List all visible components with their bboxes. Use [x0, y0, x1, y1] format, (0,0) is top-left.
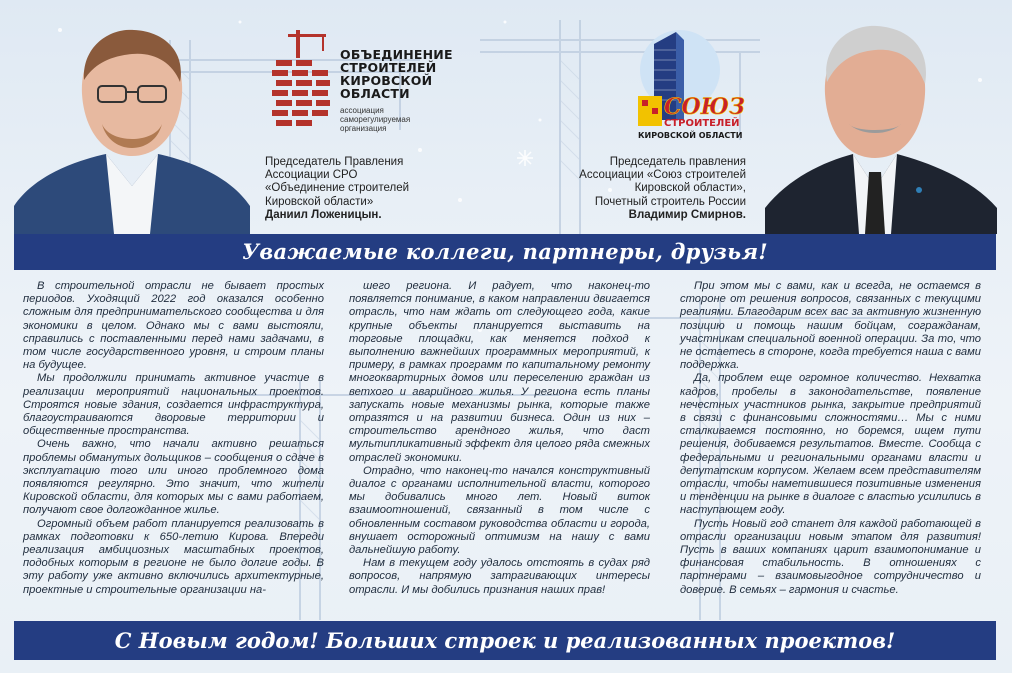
- logo-left-sub-line: ассоциация: [340, 106, 384, 115]
- paragraph: Да, проблем еще огромное количество. Нехватка кадров, пробелы в законодательстве, появление нечестных участников рынка, закрытие предприятий в связи с финансовыми сложностями… Мы с ними сталкиваемся постоянно, но боремся, ищем пути решения, добиваемся результатов. Вместе. Сообща с федеральными и региональными органами власти и депутатским корпусом. Желаем всем представителям отрасли, чтобы наметившиеся позитивные изменения и тенденции на рынке в диалоге с властью усилились в наступающем году.: [680, 372, 981, 517]
- caption-left-line: Председатель Правления: [265, 156, 404, 168]
- caption-left-name: Даниил Ложеницын.: [265, 208, 382, 221]
- logo-left-subtitle: [340, 106, 460, 133]
- text-column-3: [680, 280, 981, 597]
- paragraph: Огромный объем работ планируется реализовать в рамках подготовки к 650-летию Кирова. Впереди реализация амбициозных масштабных проектов, подобных которым в регионе не было долгие годы. В эту работу уже активно включились архитектурные, проектные и строительные организации на-: [23, 517, 324, 596]
- logo-obedinenie-stroiteley: [270, 28, 470, 138]
- logo-soyuz-stroiteley: [624, 30, 764, 145]
- caption-left-line: Ассоциации СРО: [265, 169, 358, 182]
- logo-left-sub-line: саморегулируемая: [340, 115, 411, 124]
- caption-right-line: Кировской области»,: [634, 182, 746, 195]
- logo-left-name: [340, 48, 453, 100]
- paragraph: Очень важно, что начали активно решаться проблемы обманутых дольщиков – сообщения о сдаче в эксплуатацию того или иного проблемного дома появляются регулярно. Это значит, что жители Кировской области, для которых мы с вами работаем, получают свое долгожданное жилье.: [23, 438, 324, 517]
- logo-left-name-line: КИРОВСКОЙ: [340, 73, 433, 88]
- portrait-vladimir-smirnov: [765, 12, 997, 234]
- caption-right: [500, 156, 746, 222]
- logo-right-subtitle: СТРОИТЕЛЕЙ: [664, 118, 740, 129]
- paragraph: Нам в текущем году удалось отстоять в судах ряд вопросов, напрямую затрагивающих интересы отрасли. И мы добились признания наших прав!: [349, 557, 650, 596]
- paragraph: Мы продолжили принимать активное участие в реализации мероприятий национальных проектов. Строятся новые здания, создается инфраструктура, благоустраиваются дворовые территории и общественные пространства.: [23, 372, 324, 438]
- brick-crane-icon: [270, 28, 334, 132]
- text-column-2: [349, 280, 650, 597]
- logo-left-name-line: ОБЪЕДИНЕНИЕ: [340, 47, 453, 62]
- paragraph: шего региона. И радует, что наконец-то появляется понимание, в каком направлении двигается отрасль, что нам ждать от следующего года, какие крупные объекты планируется выставить на торговые площадки, как меняется подход к выполнению важнейших программных мероприятий, к примеру, в рамках программ по капитальному ремонту многоквартирных домов или переселению граждан из ветхого и аварийного жилья. У региона есть планы запускать новые механизмы рынка, которые также отразятся и на развитии бизнеса. Один из них – строительство арендного жилья, что даст мультипликативный эффект для целого ряда смежных отраслей экономики.: [349, 280, 650, 464]
- paragraph: Отрадно, что наконец-то начался конструктивный диалог с органами исполнительной власти, которого мы добивались много лет. Новый виток взаимоотношений, связанный в том числе с обновленным составом руководства области и города, внушает осторожный оптимизм на нашу с вами дальнейшую работу.: [349, 464, 650, 557]
- logo-left-name-line: ОБЛАСТИ: [340, 86, 410, 101]
- caption-right-name: Владимир Смирнов.: [628, 208, 746, 221]
- paragraph: Пусть Новый год станет для каждой работающей в отрасли организации новым этапом для развития! Пусть в ваших компаниях царит взаимопонимание и финансовая стабильность. В отношениях с партнерами – взаимовыгодное сотрудничество и доверие. В семьях – гармония и счастье.: [680, 517, 981, 596]
- caption-left-line: «Объединение строителей: [265, 182, 410, 195]
- caption-right-line: Председатель правления: [609, 156, 746, 168]
- portrait-daniil-lozhenitsyn: [14, 16, 250, 234]
- caption-left-line: Кировской области»: [265, 195, 374, 208]
- caption-right-line: Почетный строитель России: [594, 195, 746, 208]
- heading-banner: Уважаемые коллеги, партнеры, друзья!: [14, 234, 996, 270]
- paragraph: В строительной отрасли не бывает простых периодов. Уходящий 2022 год оказался особенно сложным для предпринимательского сообщества и для экономики в целом. Однако мы с вами выстояли, справились с поставленными перед нами задачами, в том числе государственного уровня, и строим планы на будущее.: [23, 280, 324, 372]
- caption-right-line: Ассоциации «Союз строителей: [579, 169, 746, 182]
- logo-left-sub-line: организация: [340, 124, 387, 133]
- letter-body: [23, 280, 988, 618]
- caption-left: [265, 156, 409, 222]
- logo-right-title: СОЮЗ: [664, 94, 745, 120]
- text-column-1: [23, 280, 324, 597]
- paragraph: При этом мы с вами, как и всегда, не остаемся в стороне от решения вопросов, связанных с текущими реалиями. Благодарим всех вас за активную жизненную позицию и помощь нашим бойцам, согражданам, участникам специальной военной операции. За то, что не остаетесь в стороне, когда требуется наша с вами поддержка.: [680, 280, 981, 372]
- footer-banner: С Новым годом! Больших строек и реализованных проектов!: [14, 621, 996, 660]
- logo-right-region: КИРОВСКОЙ ОБЛАСТИ: [638, 131, 743, 140]
- logo-left-name-line: СТРОИТЕЛЕЙ: [340, 60, 437, 75]
